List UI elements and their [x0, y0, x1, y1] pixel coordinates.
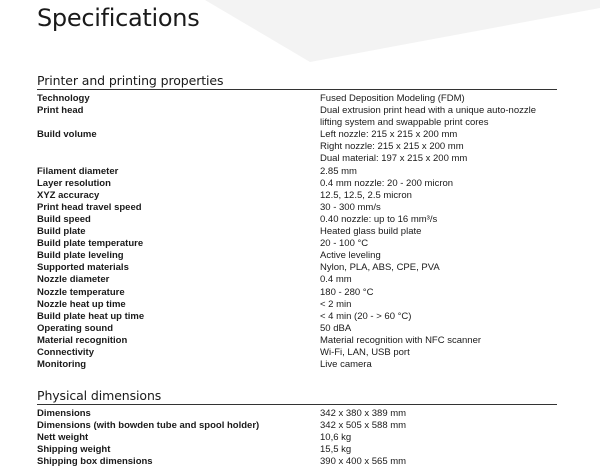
- spec-row: [37, 166, 557, 178]
- spec-values: [320, 250, 557, 262]
- spec-row: [37, 274, 557, 286]
- spec-label: Dimensions (with bowden tube and spool holder): [37, 420, 260, 432]
- spec-values: [320, 335, 557, 347]
- spec-label: Nett weight: [37, 432, 89, 444]
- spec-value: 50 dBA: [320, 322, 352, 334]
- page-title: Specifications: [37, 4, 200, 32]
- spec-value: Wi-Fi, LAN, USB port: [320, 346, 410, 358]
- spec-row: [37, 93, 557, 105]
- spec-values: [320, 105, 557, 129]
- spec-row: [37, 287, 557, 299]
- spec-values: [320, 444, 557, 456]
- spec-label: Nozzle temperature: [37, 286, 125, 298]
- spec-label: Nozzle heat up time: [37, 298, 126, 310]
- spec-value: 10,6 kg: [320, 432, 352, 444]
- spec-values: [320, 287, 557, 299]
- printer-properties-section: [37, 73, 557, 371]
- spec-value: Fused Deposition Modeling (FDM): [320, 93, 465, 104]
- spec-values: [320, 432, 557, 444]
- spec-row: [37, 444, 557, 456]
- spec-label: Supported materials: [37, 262, 129, 274]
- spec-label: Technology: [37, 93, 90, 104]
- spec-row: [37, 202, 557, 214]
- spec-values: [320, 359, 557, 371]
- spec-row: [37, 238, 557, 250]
- spec-value: lifting system and swappable print cores: [320, 117, 489, 129]
- spec-row: [37, 105, 557, 129]
- spec-row: [37, 190, 557, 202]
- spec-value: Left nozzle: 215 x 215 x 200 mm: [320, 129, 458, 141]
- spec-label: Layer resolution: [37, 177, 111, 189]
- spec-label: Build plate heat up time: [37, 310, 145, 322]
- spec-row: [37, 335, 557, 347]
- spec-values: [320, 408, 557, 420]
- spec-values: [320, 166, 557, 178]
- spec-label: Operating sound: [37, 322, 113, 334]
- spec-values: [320, 299, 557, 311]
- spec-values: [320, 274, 557, 286]
- spec-values: [320, 262, 557, 274]
- spec-value: Nylon, PLA, ABS, CPE, PVA: [320, 262, 440, 274]
- spec-values: [320, 420, 557, 432]
- spec-label: XYZ accuracy: [37, 189, 100, 201]
- spec-value: Live camera: [320, 359, 372, 371]
- spec-row: [37, 262, 557, 274]
- spec-label: Dimensions: [37, 408, 91, 419]
- spec-values: [320, 238, 557, 250]
- spec-label: Filament diameter: [37, 165, 119, 177]
- section-heading: Printer and printing properties: [37, 73, 557, 90]
- spec-label: Nozzle diameter: [37, 274, 110, 286]
- physical-dimensions-section: [37, 388, 557, 468]
- spec-label: Build speed: [37, 213, 91, 225]
- spec-row: [37, 129, 557, 165]
- spec-label: Print head travel speed: [37, 201, 142, 213]
- spec-values: [320, 214, 557, 226]
- spec-value: Material recognition with NFC scanner: [320, 334, 482, 346]
- spec-row: [37, 359, 557, 371]
- spec-values: [320, 93, 557, 105]
- spec-values: [320, 190, 557, 202]
- spec-label: Connectivity: [37, 346, 95, 358]
- spec-row: [37, 456, 557, 468]
- spec-row: [37, 432, 557, 444]
- spec-value: Active leveling: [320, 250, 381, 262]
- spec-value: 390 x 400 x 565 mm: [320, 456, 407, 468]
- spec-label: Build plate: [37, 226, 86, 238]
- spec-row: [37, 226, 557, 238]
- spec-label: Monitoring: [37, 359, 87, 371]
- spec-value: 342 x 380 x 389 mm: [320, 408, 407, 419]
- spec-value: < 2 min: [320, 298, 352, 310]
- spec-value: 342 x 505 x 588 mm: [320, 420, 407, 432]
- spec-value: 30 - 300 mm/s: [320, 201, 381, 213]
- spec-row: [37, 420, 557, 432]
- spec-value: 180 - 280 °C: [320, 286, 374, 298]
- spec-table: [37, 93, 557, 371]
- spec-label: Print head: [37, 105, 84, 117]
- spec-label: Material recognition: [37, 334, 128, 346]
- spec-row: [37, 347, 557, 359]
- spec-value: 0.4 mm nozzle: 20 - 200 micron: [320, 177, 454, 189]
- spec-value: 0.40 nozzle: up to 16 mm³/s: [320, 213, 438, 225]
- spec-value: 15,5 kg: [320, 444, 352, 456]
- spec-values: [320, 456, 557, 468]
- spec-value: Heated glass build plate: [320, 226, 422, 238]
- spec-values: [320, 178, 557, 190]
- spec-value: Dual extrusion print head with a unique auto-nozzle: [320, 105, 536, 117]
- spec-label: Build volume: [37, 129, 97, 141]
- spec-row: [37, 408, 557, 420]
- spec-row: [37, 178, 557, 190]
- spec-values: [320, 311, 557, 323]
- spec-label: Shipping box dimensions: [37, 456, 153, 468]
- spec-row: [37, 299, 557, 311]
- spec-label: Build plate temperature: [37, 238, 144, 250]
- spec-value: < 4 min (20 - > 60 °C): [320, 310, 412, 322]
- spec-values: [320, 226, 557, 238]
- spec-value: Right nozzle: 215 x 215 x 200 mm: [320, 141, 464, 153]
- spec-values: [320, 202, 557, 214]
- spec-value: 12.5, 12.5, 2.5 micron: [320, 189, 412, 201]
- section-heading: Physical dimensions: [37, 388, 557, 405]
- spec-row: [37, 323, 557, 335]
- spec-row: [37, 311, 557, 323]
- spec-value: 20 - 100 °C: [320, 238, 369, 250]
- spec-table: [37, 408, 557, 468]
- spec-values: [320, 347, 557, 359]
- spec-value: 2.85 mm: [320, 165, 357, 177]
- spec-row: [37, 250, 557, 262]
- spec-value: Dual material: 197 x 215 x 200 mm: [320, 153, 468, 165]
- spec-values: [320, 323, 557, 335]
- spec-values: [320, 129, 557, 165]
- spec-row: [37, 214, 557, 226]
- spec-label: Build plate leveling: [37, 250, 124, 262]
- spec-value: 0.4 mm: [320, 274, 352, 286]
- spec-label: Shipping weight: [37, 444, 111, 456]
